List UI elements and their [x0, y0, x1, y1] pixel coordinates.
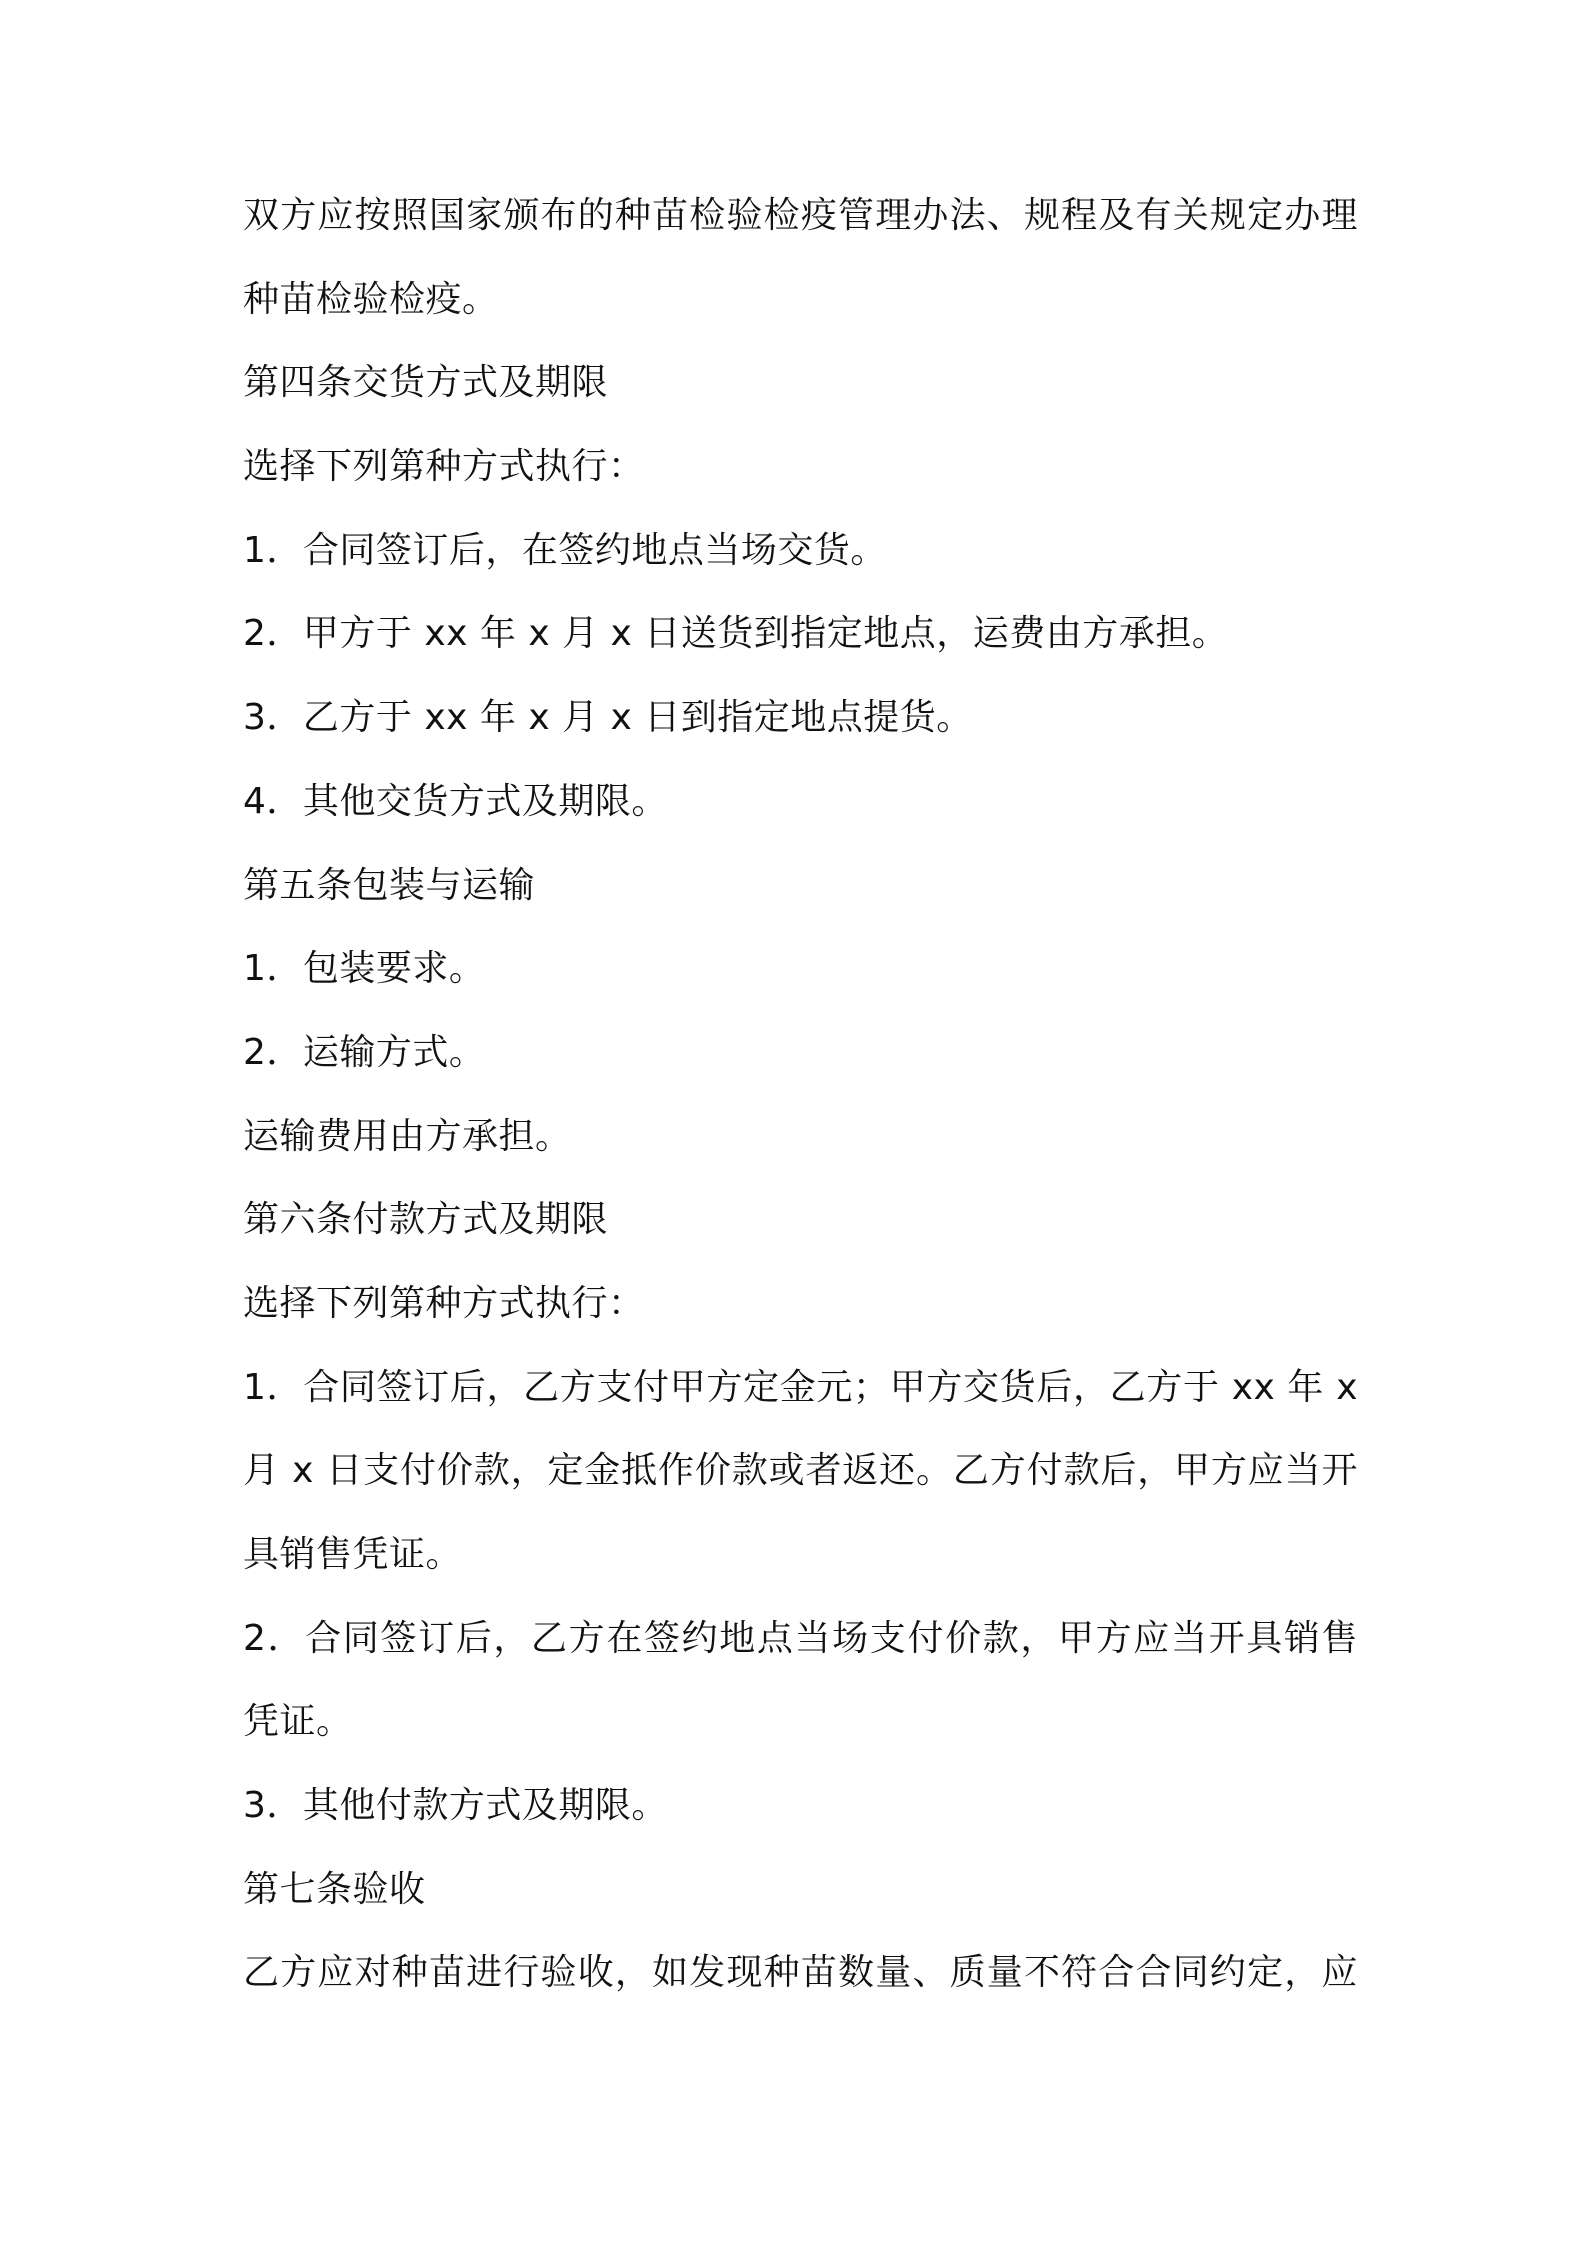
- list-item: 1．合同签订后，乙方支付甲方定金元；甲方交货后，乙方于 xx 年 x: [243, 1366, 1358, 1408]
- section-heading: 第四条交货方式及期限: [243, 362, 609, 404]
- list-item: 4．其他交货方式及期限。: [243, 780, 668, 822]
- paragraph-line: 双方应按照国家颁布的种苗检验检疫管理办法、规程及有关规定办理: [243, 195, 1358, 236]
- document-page: [243, 195, 1358, 2036]
- paragraph-line: 凭证。: [243, 1701, 353, 1743]
- paragraph-line: 选择下列第种方式执行：: [243, 1282, 645, 1324]
- section-heading: 第五条包装与运输: [243, 864, 536, 906]
- paragraph-line: 月 x 日支付价款，定金抵作价款或者返还。乙方付款后，甲方应当开: [243, 1450, 1358, 1492]
- section-heading: 第七条验收: [243, 1868, 426, 1910]
- list-item: 3．乙方于 xx 年 x 月 x 日到指定地点提货。: [243, 697, 973, 739]
- paragraph-line: 具销售凭证。: [243, 1534, 463, 1575]
- list-item: 2．运输方式。: [243, 1031, 486, 1073]
- paragraph-line: 乙方应对种苗进行验收，如发现种苗数量、质量不符合合同约定，应: [243, 1952, 1358, 1994]
- list-item: 1．包装要求。: [243, 948, 486, 990]
- list-item: 2．甲方于 xx 年 x 月 x 日送货到指定地点，运费由方承担。: [243, 613, 1229, 655]
- paragraph-line: 种苗检验检疫。: [243, 278, 499, 320]
- section-heading: 第六条付款方式及期限: [243, 1199, 609, 1241]
- paragraph-line: 运输费用由方承担。: [243, 1115, 572, 1157]
- list-item: 2．合同签订后，乙方在签约地点当场支付价款，甲方应当开具销售: [243, 1617, 1358, 1659]
- paragraph-line: 选择下列第种方式执行：: [243, 446, 645, 488]
- list-item: 3．其他付款方式及期限。: [243, 1785, 668, 1827]
- list-item: 1．合同签订后，在签约地点当场交货。: [243, 529, 887, 571]
